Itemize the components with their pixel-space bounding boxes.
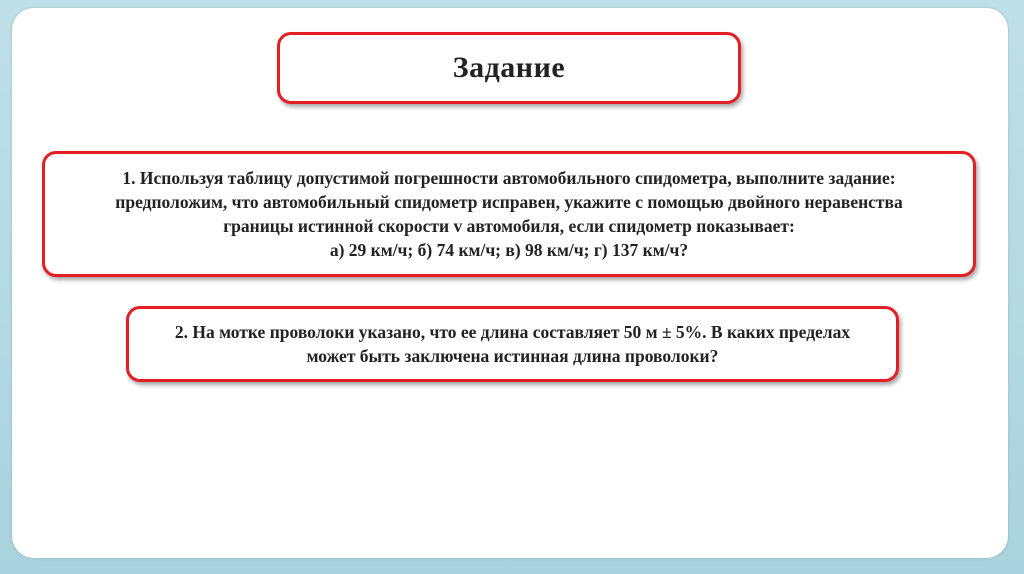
- task-2-text: [175, 320, 850, 368]
- slide: [12, 8, 1008, 558]
- title-box: [277, 32, 741, 104]
- task-1-line: 1. Используя таблицу допустимой погрешности автомобильного спидометра, выполните задание:: [122, 168, 896, 188]
- task-1-line: границы истинной скорости v автомобиля, если спидометр показывает:: [223, 216, 795, 236]
- task-1-text: [115, 166, 902, 262]
- task-1-line: а) 29 км/ч; б) 74 км/ч; в) 98 км/ч; г) 137 км/ч?: [329, 240, 689, 260]
- task-1-line: предположим, что автомобильный спидометр исправен, укажите с помощью двойного неравенства: [115, 192, 903, 212]
- slide-title: Задание: [452, 51, 566, 84]
- task-2-box: [126, 306, 899, 382]
- task-2-line: может быть заключена истинная длина проволоки?: [306, 346, 719, 366]
- task-2-line: 2. На мотке проволоки указано, что ее длина составляет 50 м ± 5%. В каких пределах: [174, 322, 851, 342]
- task-1-box: [42, 151, 976, 277]
